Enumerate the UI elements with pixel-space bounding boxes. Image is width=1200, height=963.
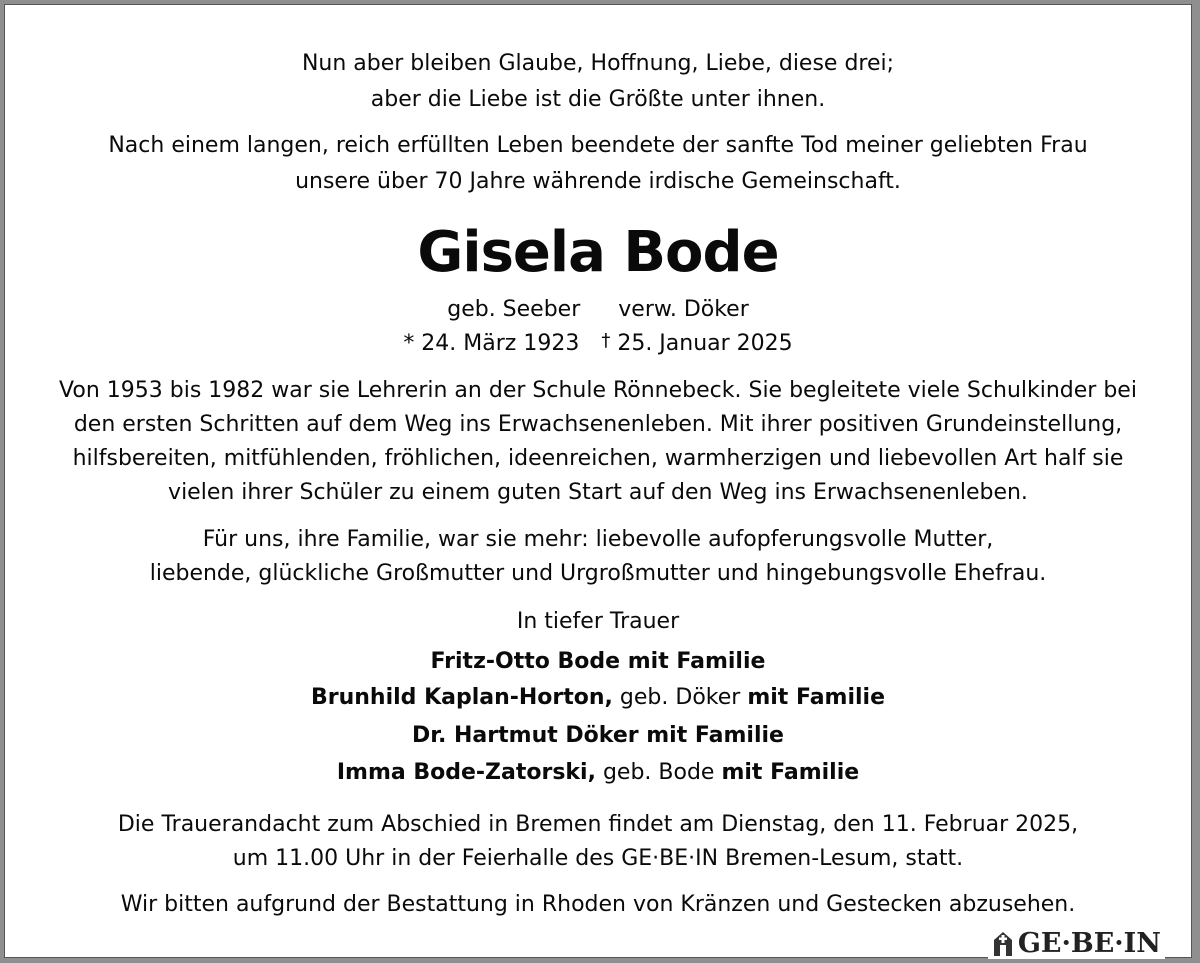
- deceased-name: Gisela Bode: [417, 220, 779, 285]
- biography-line-4: vielen ihrer Schüler zu einem guten Start auf den Weg ins Erwachsenenleben.: [168, 480, 1028, 505]
- name-details: [5, 295, 1191, 325]
- mourner-4: [5, 758, 1191, 788]
- life-dates: [5, 329, 1191, 360]
- mourner-2-name: Brunhild Kaplan-Horton,: [310, 685, 613, 710]
- biography-line-3: hilfsbereiten, mitfühlenden, fröhlichen, ideenreichen, warmherzigen und liebevollen Art half sie: [72, 446, 1124, 471]
- gebein-logo-icon: [992, 931, 1014, 957]
- service-line-2: um 11.00 Uhr in der Feierhalle des GE·BE·IN Bremen-Lesum, statt.: [232, 846, 964, 871]
- cross-icon: †: [601, 330, 611, 351]
- mourner-4-birth: geb. Bode: [602, 760, 715, 785]
- birth-date: * 24. März 1923: [403, 331, 580, 356]
- death-date: 25. Januar 2025: [617, 331, 793, 356]
- flowers-request: Wir bitten aufgrund der Bestattung in Rhoden von Kränzen und Gestecken abzusehen.: [120, 892, 1076, 917]
- tribute-line-2: liebende, glückliche Großmutter und Urgroßmutter und hingebungsvolle Ehefrau.: [149, 561, 1047, 586]
- service-line-1: Die Trauerandacht zum Abschied in Bremen findet am Dienstag, den 11. Februar 2025,: [117, 812, 1079, 837]
- widowed-name: verw. Döker: [618, 297, 749, 322]
- maiden-name: geb. Seeber: [447, 297, 581, 322]
- gebein-logo-text: GE·BE·IN: [1017, 928, 1161, 959]
- verse-line-2: aber die Liebe ist die Größte unter ihnen.: [370, 87, 826, 112]
- mourner-1: Fritz-Otto Bode mit Familie: [430, 649, 766, 674]
- mourning-heading: In tiefer Trauer: [516, 609, 680, 634]
- tribute-line-1: Für uns, ihre Familie, war sie mehr: liebevolle aufopferungsvolle Mutter,: [202, 527, 994, 552]
- mourner-2: [5, 683, 1191, 713]
- mourner-4-suffix: mit Familie: [721, 760, 860, 785]
- intro-line-1: Nach einem langen, reich erfüllten Leben beendete der sanfte Tod meiner geliebten Frau: [108, 133, 1088, 158]
- obituary-notice: [4, 4, 1192, 958]
- biography-line-2: den ersten Schritten auf dem Weg ins Erwachsenenleben. Mit ihrer positiven Grundeinstellung,: [73, 412, 1123, 437]
- verse-line-1: Nun aber bleiben Glaube, Hoffnung, Liebe, diese drei;: [301, 51, 895, 76]
- mourner-3: Dr. Hartmut Döker mit Familie: [412, 723, 784, 748]
- mourner-4-name: Imma Bode-Zatorski,: [336, 760, 596, 785]
- mourner-2-birth: geb. Döker: [619, 685, 741, 710]
- gebein-logo: [988, 927, 1165, 959]
- intro-line-2: unsere über 70 Jahre währende irdische Gemeinschaft.: [295, 169, 901, 194]
- biography-line-1: Von 1953 bis 1982 war sie Lehrerin an der Schule Rönnebeck. Sie begleitete viele Schulkinder bei: [59, 378, 1137, 403]
- mourner-2-suffix: mit Familie: [747, 685, 886, 710]
